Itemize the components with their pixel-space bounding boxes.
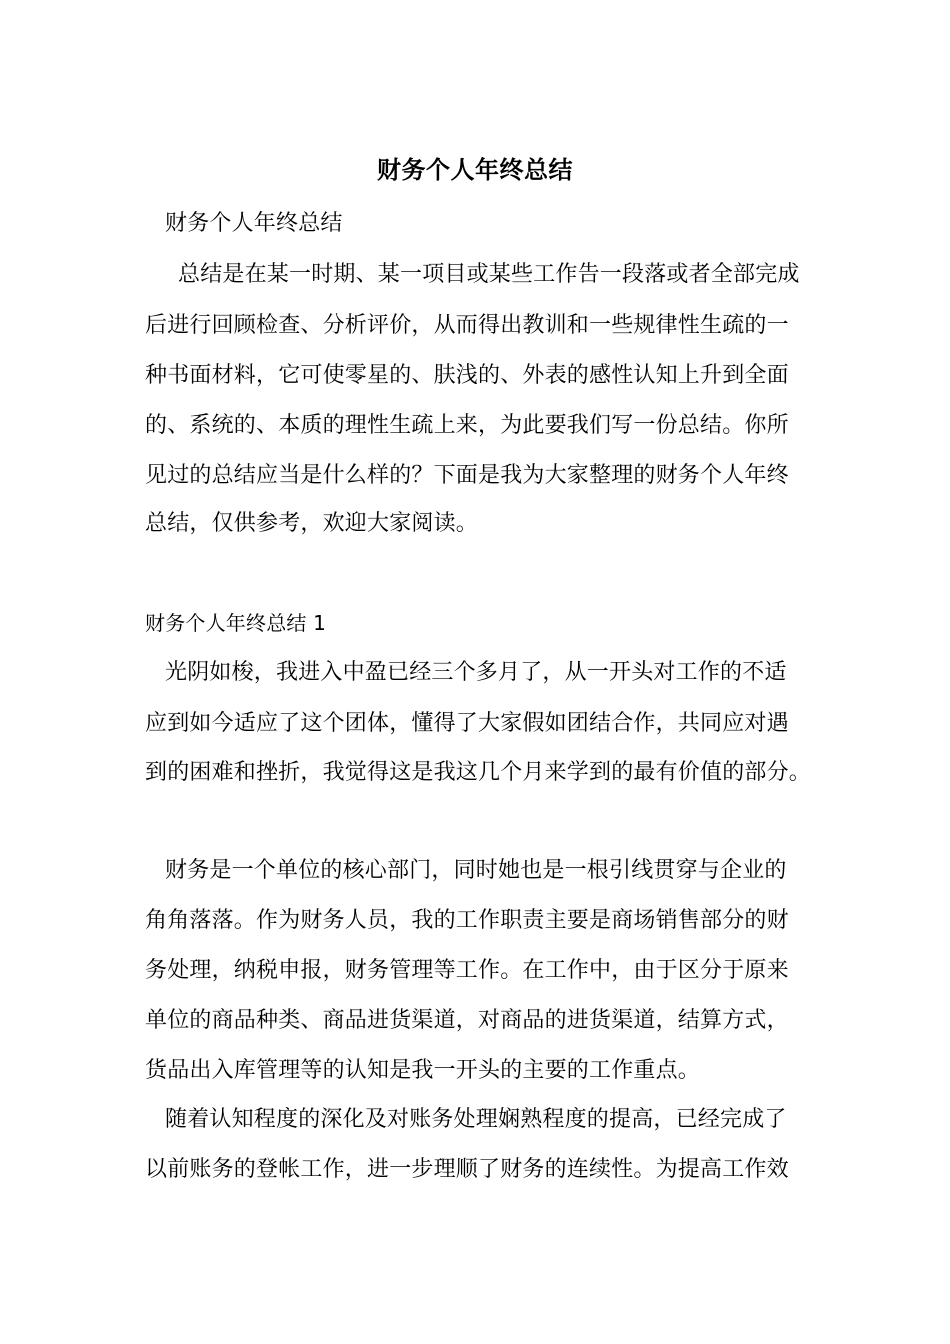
paragraph-line: 以前账务的登帐工作，进一步理顺了财务的连续性。为提高工作效 [145, 1157, 789, 1182]
paragraph-line: 单位的商品种类、商品进货渠道，对商品的进货渠道，结算方式， [145, 1008, 789, 1033]
paragraph-line: 角角落落。作为财务人员，我的工作职责主要是商场销售部分的财 [145, 908, 789, 933]
intro-line: 总结，仅供参考，欢迎大家阅读。 [145, 511, 479, 536]
paragraph-line: 光阴如梭，我进入中盈已经三个多月了，从一开头对工作的不适 [165, 660, 787, 685]
intro-line: 种书面材料，它可使零星的、肤浅的、外表的感性认知上升到全面 [145, 363, 789, 388]
intro-line: 总结是在某一时期、某一项目或某些工作告一段落或者全部完成 [178, 262, 800, 287]
intro-line: 的、系统的、本质的理性生疏上来，为此要我们写一份总结。你所 [145, 413, 789, 438]
paragraph-line: 货品出入库管理等的认知是我一开头的主要的工作重点。 [145, 1058, 701, 1083]
paragraph-line: 随着认知程度的深化及对账务处理娴熟程度的提高，已经完成了 [165, 1107, 787, 1132]
paragraph-line: 财务是一个单位的核心部门，同时她也是一根引线贯穿与企业的 [165, 858, 787, 883]
document-subtitle: 财务个人年终总结 [165, 211, 343, 236]
paragraph-line: 到的困难和挫折，我觉得这是我这几个月来学到的最有价值的部分。 [145, 760, 812, 785]
paragraph-line: 务处理，纳税申报，财务管理等工作。在工作中，由于区分于原来 [145, 958, 789, 983]
document-title: 财务个人年终总结 [377, 155, 573, 184]
intro-line: 后进行回顾检查、分析评价，从而得出教训和一些规律性生疏的一 [145, 313, 789, 338]
intro-line: 见过的总结应当是什么样的？下面是我为大家整理的财务个人年终 [145, 463, 789, 488]
section-heading: 财务个人年终总结 1 [145, 611, 327, 635]
paragraph-line: 应到如今适应了这个团体，懂得了大家假如团结合作，共同应对遇 [145, 711, 789, 736]
